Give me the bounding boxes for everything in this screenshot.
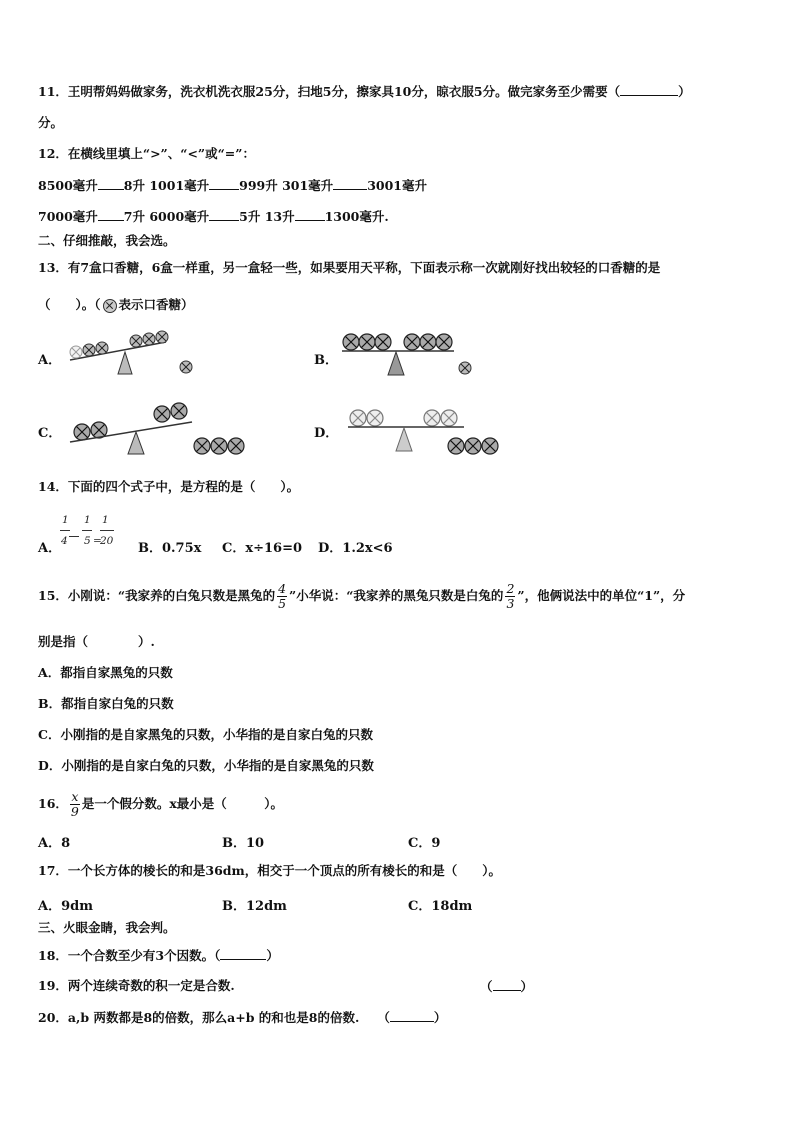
q11-line1: [38, 83, 691, 100]
q16-line: [38, 787, 283, 821]
q14-a-equals: =: [93, 535, 102, 547]
q14-a-frac1-num: 1: [62, 514, 69, 526]
q15-line2: 别是指（ ）.: [38, 634, 155, 649]
q19-paren-open: （: [480, 979, 493, 994]
q11-stem: 11．王明帮妈妈做家务，洗衣机洗衣服25分，扫地5分，擦家具10分，晾衣服5分。做完家务至少需要（: [38, 84, 621, 99]
q13-option-d-label[interactable]: D．: [314, 426, 339, 441]
q15-fraction-b: [505, 582, 515, 611]
gum-box: [171, 403, 187, 419]
q15-option-a[interactable]: A．都指自家黑兔的只数: [38, 665, 173, 680]
q15-stem-b: ”小华说：“我家养的黑兔只数是白兔的: [289, 588, 504, 603]
q20-paren-close: ）: [433, 1010, 447, 1025]
q14-a-minus: [69, 536, 79, 537]
q19-answer: [480, 978, 533, 995]
q15-option-b[interactable]: B．都指自家白兔的只数: [38, 696, 174, 711]
fulcrum: [118, 352, 132, 374]
q15-stem-c: ”，他俩说法中的单位“1”，分: [517, 588, 686, 603]
q15-frac-b-den: 3: [506, 596, 515, 611]
gum-box: [180, 361, 192, 373]
q20-answer-blank[interactable]: [390, 1009, 434, 1022]
q14-option-b[interactable]: B．0.75x: [138, 541, 202, 556]
q16-option-c[interactable]: C．9: [408, 836, 441, 851]
q16-number: 16．: [38, 796, 68, 811]
gum-box: [367, 410, 383, 426]
q13-paren: （ ）。（: [38, 297, 101, 312]
q18-answer-blank[interactable]: [220, 947, 266, 960]
q12-blank-6[interactable]: [295, 208, 325, 221]
q14-a-bar2: [82, 530, 92, 531]
gum-box-icon: [103, 299, 117, 313]
q14-a-frac3-den: 20: [100, 535, 114, 547]
q16-option-a[interactable]: A．8: [38, 836, 71, 851]
gum-box: [441, 410, 457, 426]
q12-blank-2[interactable]: [209, 177, 239, 190]
gum-box: [74, 424, 90, 440]
section-3-heading: 三、火眼金睛，我会判。: [38, 920, 176, 935]
q12-row1: [38, 177, 427, 194]
gum-box: [424, 410, 440, 426]
q13-option-b-label[interactable]: B．: [314, 353, 338, 368]
gum-box: [350, 410, 366, 426]
q15-fraction-a: [277, 582, 287, 611]
gum-box: [343, 334, 359, 350]
q14-a-frac2-num: 1: [84, 514, 91, 526]
q13-option-a-balance: [62, 324, 212, 380]
q16-frac-den: 9: [70, 804, 79, 819]
gum-box: [459, 362, 471, 374]
q14-a-frac2-den: 5: [84, 535, 91, 547]
q15-frac-b-num: 2: [506, 581, 515, 596]
gum-box: [420, 334, 436, 350]
gum-box: [154, 406, 170, 422]
gum-box: [156, 331, 168, 343]
gum-box: [83, 344, 95, 356]
q12-r1-part2: 8升 1001毫升: [123, 178, 210, 193]
q12-blank-4[interactable]: [98, 208, 124, 221]
gum-box: [194, 438, 210, 454]
q17-option-c[interactable]: C．18dm: [408, 899, 473, 914]
q13-line2: [38, 297, 194, 313]
q15-frac-a-den: 5: [278, 596, 287, 611]
q12-title: 12．在横线里填上“>”、“<”或“=”：: [38, 146, 255, 161]
gum-box: [465, 438, 481, 454]
q14-stem: 14．下面的四个式子中，是方程的是（ ）。: [38, 479, 300, 494]
fulcrum: [396, 428, 412, 451]
q18-line: [38, 947, 279, 964]
gum-box: [211, 438, 227, 454]
q15-option-d[interactable]: D．小刚指的是自家白兔的只数，小华指的是自家黑兔的只数: [38, 758, 374, 773]
q13-option-d-balance: [344, 402, 514, 460]
q16-frac-num: x: [71, 789, 79, 804]
q12-r1-part4: 3001毫升: [367, 178, 427, 193]
q17-stem: 17．一个长方体的棱长的和是36dm，相交于一个顶点的所有棱长的和是（ ）。: [38, 863, 502, 878]
gum-box: [70, 346, 82, 358]
q15-option-c[interactable]: C．小刚指的是自家黑兔的只数，小华指的是自家白兔的只数: [38, 727, 373, 742]
q12-r2-part3: 5升 13升: [239, 209, 295, 224]
q15-line1: [38, 578, 685, 614]
fulcrum: [128, 432, 144, 454]
q12-r2-part4: 1300毫升.: [324, 209, 389, 224]
q13-option-a-label[interactable]: A．: [38, 353, 62, 368]
q18-stem: 18．一个合数至少有3个因数。（: [38, 948, 221, 963]
q19-answer-blank[interactable]: [493, 978, 521, 991]
q18-paren-close: ）: [266, 948, 279, 963]
q16-stem: 是一个假分数。x最小是（ ）。: [81, 796, 284, 811]
gum-box: [482, 438, 498, 454]
q11-answer-blank[interactable]: [620, 83, 678, 96]
q12-blank-3[interactable]: [333, 177, 367, 190]
q15-frac-a-num: 4: [278, 581, 287, 596]
gum-box: [404, 334, 420, 350]
q12-r1-part1: 8500毫升: [38, 178, 98, 193]
gum-box: [228, 438, 244, 454]
q12-r2-part2: 7升 6000毫升: [123, 209, 210, 224]
gum-box: [436, 334, 452, 350]
q19-paren-close: ）: [520, 979, 534, 994]
q14-a-bar3: [100, 530, 114, 531]
q20-paren-open: （: [377, 1010, 390, 1025]
q13-line1: 13．有7盒口香糖，6盒一样重，另一盒轻一些，如果要用天平称，下面表示称一次就刚好找出较轻的口香糖的是: [38, 260, 661, 275]
gum-box: [96, 342, 108, 354]
q14-a-frac1-den: 4: [61, 535, 68, 547]
gum-box: [143, 333, 155, 345]
q17-option-a[interactable]: A．9dm: [38, 899, 93, 914]
q13-legend: 表示口香糖）: [118, 297, 194, 312]
q12-blank-1[interactable]: [98, 177, 124, 190]
q14-a-bar1: [60, 530, 70, 531]
q14-a-frac3-num: 1: [102, 514, 109, 526]
q14-option-a[interactable]: A．: [38, 541, 62, 556]
q12-r1-part3: 999升 301毫升: [239, 178, 334, 193]
q11-line2: 分。: [38, 115, 64, 130]
gum-box: [448, 438, 464, 454]
q14-option-d[interactable]: D．1.2x<6: [318, 541, 393, 556]
q13-option-c-balance: [66, 398, 256, 460]
q20-stem: 20．a,b 两数都是8的倍数，那么a+b 的和也是8的倍数.: [38, 1010, 360, 1025]
q17-option-b[interactable]: B．12dm: [222, 899, 287, 914]
q19-stem: 19．两个连续奇数的积一定是合数.: [38, 978, 235, 993]
fulcrum: [388, 352, 404, 375]
q12-blank-5[interactable]: [209, 208, 239, 221]
q12-row2: [38, 208, 389, 225]
q15-stem-a: 15．小刚说：“我家养的白兔只数是黑兔的: [38, 588, 276, 603]
q16-option-b[interactable]: B．10: [222, 836, 265, 851]
gum-box: [375, 334, 391, 350]
gum-box: [130, 335, 142, 347]
q14-option-c[interactable]: C．x÷16=0: [222, 541, 303, 556]
q20-line: [38, 1009, 446, 1026]
q13-option-b-balance: [336, 328, 486, 380]
q12-r2-part1: 7000毫升: [38, 209, 98, 224]
section-2-heading: 二、仔细推敲，我会选。: [38, 233, 176, 248]
q16-fraction: [70, 790, 80, 819]
gum-box: [359, 334, 375, 350]
q13-option-c-label[interactable]: C．: [38, 426, 62, 441]
q11-paren-close: ）: [678, 84, 691, 99]
